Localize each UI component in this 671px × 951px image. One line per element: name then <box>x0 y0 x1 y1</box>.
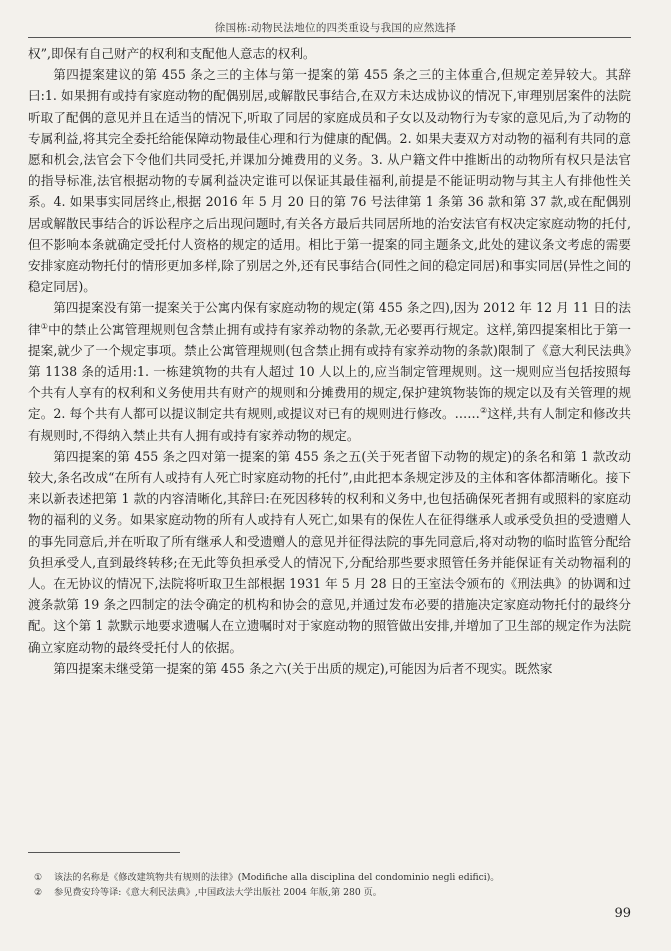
footnote-text: 参见费安玲等译:《意大利民法典》,中国政法大学出版社 2004 年版,第 280 页。 <box>54 887 382 898</box>
paragraph-text: 这样,共有人制定和修改共有规则时,不得纳入禁止共有人拥有或持有家养动物的规定。 <box>28 406 631 443</box>
paragraph-455-4-death-entrustment: 第四提案的第 455 条之四对第一提案的第 455 条之五(关于死者留下动物的规定)的条名和第 1 款改动较大,条名改成“在所有人或持有人死亡时家庭动物的托付”,由此把本条规定涉及的主体和客体都清晰化。接下来以新表述把第 1 款的内容清晰化,其辞曰:在死因移转的权利和义务中,也包括确保死者拥有或照料的家庭动物的福利的义务。如果家庭动物的所有人或持有人死亡,如果有的保佐人在征得继承人或承受负担的受遗赠人的事先同意后,并在听取了所有继承人和受遗赠人的意见并征得法院的事先同意后,将对动物的临时监管分配给负担承受人,直到最终转移;在无此等负担承受人的情况下,分配给那些要求照管任务并能保证有关动物福利的人。在无协议的情况下,法院将听取卫生部根据 1931 年 5 月 28 日的王室法令颁布的《刑法典》的协调和过渡条款第 19 条之四制定的法令确定的机构和协会的意见,并通过发布必要的措施决定家庭动物托付的最终分配。这个第 1 款默示地要求遗嘱人在立遗嘱时对于家庭动物的照管做出安排,并增加了卫生部的规定作为法院确立家庭动物的最终受托付人的依据。 <box>28 448 631 655</box>
footnote-mark: ② <box>34 887 43 898</box>
footnote-ref-2: ② <box>479 406 488 416</box>
paragraph-455-6-pledge: 第四提案未继受第一提案的第 455 条之六(关于出质的规定),可能因为后者不现实。既然家 <box>53 660 553 676</box>
paragraph-455-4-condominium <box>28 297 631 445</box>
page-number: 99 <box>614 906 631 921</box>
paragraph-text: 中的禁止公寓管理规则包含禁止拥有或持有家养动物的条款,无必要再行规定。这样,第四提案相比于第一提案,就少了一个规定事项。禁止公寓管理规则(包含禁止拥有或持有家养动物的条款)限制了《意大利民法典》第 1138 条的适用:1. 一栋建筑物的共有人超过 10 人以上的,应当制定管理规则。这一规则应当包括按照每个共有人享有的权利和义务使用共有财产的规则和分摊费用的规定,保护建筑物装饰的规定以及有关管理的规定。2. 每个共有人都可以提议制定共有规则,或提议对已有的规则进行修改。…… <box>28 321 632 422</box>
footnote-1 <box>28 870 631 885</box>
footnote-ref-1: ① <box>40 321 49 331</box>
paragraph-455-3: 第四提案建议的第 455 条之三的主体与第一提案的第 455 条之三的主体重合,但规定差异较大。其辞曰:1. 如果拥有或持有家庭动物的配偶别居,或解散民事结合,在双方未达成协议的情况下,审理别居案件的法院听取了配偶的意见并且在适当的情况下,听取了同居的家庭成员和子女以及动物行为专家的意见后,为了动物的专属利益,将其完全委托给能保障动物最佳心理和行为健康的配偶。2. 如果夫妻双方对动物的福利有共同的意愿和机会,法官会下令他们共同受托,并课加分摊费用的义务。3. 从户籍文件中推断出的动物所有权只是法官的指导标准,法官根据动物的专属利益决定谁可以保证其最佳福利,前提是不能证明动物与其主人有排他性关系。4. 如果事实同居终止,根据 2016 年 5 月 20 日的第 76 号法律第 1 条第 36 款和第 37 款,或在配偶别居或解散民事结合的诉讼程序之后出现问题时,有关各方最后共同居所地的治安法官有权决定家庭动物的托付,但不影响本条就确定受托付人资格的规定的适用。相比于第一提案的同主题条文,此处的建议条文考虑的需要安排家庭动物托付的情形更加多样,除了别居之外,还有民事结合(同性之间的稳定同居)和事实同居(异性之间的稳定同居)。 <box>28 67 631 295</box>
header-rule <box>28 37 631 38</box>
footnote-mark: ① <box>34 872 43 883</box>
footnotes <box>28 870 631 900</box>
paragraph-continuation: 权”,即保有自己财产的权利和支配他人意志的权利。 <box>28 46 316 61</box>
footnote-rule <box>28 852 180 853</box>
footnote-2 <box>28 885 631 900</box>
running-head: 徐国栋:动物民法地位的四类重设与我国的应然选择 <box>214 22 457 34</box>
footnote-text: 该法的名称是《修改建筑物共有规则的法律》(Modifiche alla disciplina del condominio negli edifici)。 <box>54 872 500 883</box>
paragraph-text: 第四提案没有第一提案关于公寓内保有家庭动物的规定(第 455 条之四),因为 2012 年 12 月 11 日的法律 <box>28 300 631 337</box>
body-text <box>28 43 631 679</box>
